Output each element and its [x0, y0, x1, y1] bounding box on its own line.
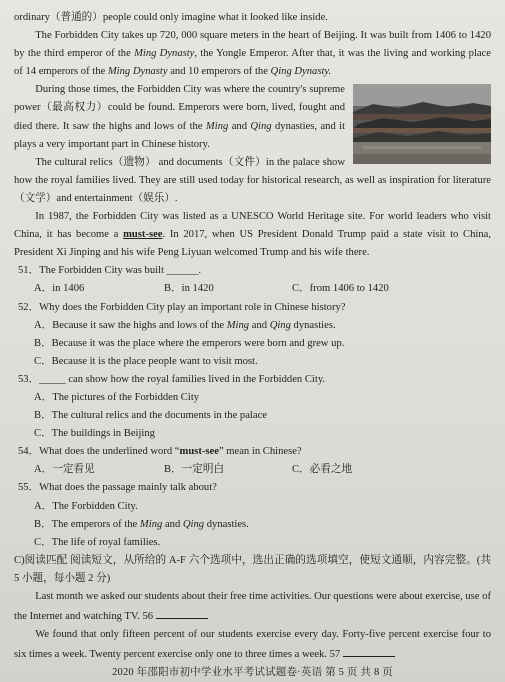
question-stem: 55．What does the passage mainly talk about?	[18, 482, 217, 494]
option-a[interactable]	[14, 317, 491, 335]
text: We found that only fifteen percent of our students exercise every day. Forty-five percent exercise four to six times a week. Twenty percent exercise only one to three times a week. 57	[14, 629, 491, 661]
italic-text: Qing	[269, 319, 291, 331]
text: The cultural relics（遗物） and documents（文件）in the palace show how the royal families lived. They are still used today for historical research, as well as inspiration for literature（文学）and entertainment（娱乐）.	[14, 156, 491, 204]
option-c[interactable]: C．The life of royal families.	[34, 536, 161, 548]
forbidden-city-image	[353, 84, 491, 164]
text: , the Yongle Emperor. After that, it was the living and working place of 14 emperors of the	[14, 48, 492, 78]
text: 54．What does the underlined word “	[18, 446, 180, 458]
option-b[interactable]	[14, 516, 491, 534]
options-row	[14, 461, 491, 479]
italic-text: Ming	[139, 518, 163, 530]
italic-text: Qing	[250, 120, 272, 132]
question-51	[14, 262, 491, 298]
option-c[interactable]: C．Because it is the place people want to visit most.	[34, 355, 258, 367]
italic-text: Qing	[182, 518, 205, 530]
option-c[interactable]: C．必看之地	[292, 464, 353, 476]
blank-56[interactable]	[156, 606, 208, 619]
passage-paragraph-4	[14, 208, 491, 262]
text: The Forbidden City takes up 720, 000 square meters in the heart of Beijing. It was built from 1406 to 1420 by the third emperor of the	[14, 30, 491, 60]
blank-57[interactable]	[343, 644, 395, 657]
italic-text: Qing Dynasty.	[270, 66, 332, 78]
option-c[interactable]: C．from 1406 to 1420	[292, 283, 389, 295]
text: Last month we asked our students about their free time activities. Our questions were about exercise, use of the Internet and watching TV. 56	[14, 591, 491, 623]
text: and	[228, 120, 251, 132]
options-row	[14, 280, 491, 298]
bold-word: must-see	[179, 446, 219, 458]
question-52	[14, 299, 491, 371]
option-a[interactable]: A．一定看见	[34, 464, 95, 476]
italic-text: Ming Dynasty	[134, 48, 195, 60]
text: B．The emperors of the	[34, 518, 140, 530]
page-footer: 2020 年邵阳市初中学业水平考试试题卷·英语 第 5 页 共 8 页	[112, 667, 393, 678]
text: and	[249, 319, 270, 331]
section-c-heading: C)阅读匹配 阅读短文，从所给的 A-F 六个选项中，选出正确的选项填空，使短文通顺，内容完整。(共 5 小题，每小题 2 分)	[14, 554, 491, 584]
option-b[interactable]: B．in 1420	[164, 283, 214, 295]
text: . In 2017, when US President Donald Trump paid a state visit to China, President Xi Jinping and his wife Peng Liyuan welcomed Trump and his wife there.	[14, 229, 491, 259]
page-content	[14, 9, 491, 664]
option-a[interactable]: A．The pictures of the Forbidden City	[34, 391, 200, 403]
question-stem: 52．Why does the Forbidden City play an important role in Chinese history?	[18, 301, 346, 313]
passage-paragraph-1	[14, 27, 491, 81]
question-stem: 53．_____ can show how the royal families lived in the Forbidden City.	[18, 373, 326, 385]
question-stem: 51．The Forbidden City was built ______.	[18, 265, 202, 277]
question-stem	[14, 443, 491, 461]
text: and 10 emperors of the	[167, 66, 271, 78]
text: During those times, the Forbidden City was where the country's supreme power（最高权力）could be found. Emperors were born, lived, fought and died there. It saw the highs and lows of the	[14, 84, 345, 132]
forbidden-city-photo	[353, 84, 491, 164]
text: and	[162, 518, 183, 530]
question-55	[14, 479, 491, 551]
italic-text: Ming	[205, 120, 229, 132]
question-53	[14, 371, 491, 443]
text: ” mean in Chinese?	[218, 446, 302, 458]
text: In 1987, the Forbidden City was listed as a UNESCO World Heritage site. For world leaders who visit China, it has become a	[14, 211, 491, 241]
option-b[interactable]: B．Because it was the place where the emperors were born and grew up.	[34, 337, 345, 349]
underlined-word: must-see	[123, 229, 163, 241]
option-b[interactable]: B．The cultural relics and the documents in the palace	[34, 410, 267, 422]
italic-text: Ming	[226, 319, 250, 331]
section-c-paragraph-1	[14, 588, 491, 626]
italic-text: Ming Dynasty	[107, 66, 168, 78]
text: dynasties.	[204, 518, 249, 530]
option-b[interactable]: B．一定明白	[164, 464, 225, 476]
passage-line-0	[14, 9, 491, 27]
option-c[interactable]: C．The buildings in Beijing	[34, 428, 155, 440]
option-a[interactable]: A．in 1406	[34, 283, 85, 295]
text: dynasties.	[290, 319, 336, 331]
text: dynasties, and it plays a very important part in Chinese history.	[14, 120, 346, 150]
text: A．Because it saw the highs and lows of the	[34, 319, 227, 331]
option-a[interactable]: A．The Forbidden City.	[34, 500, 138, 512]
question-54	[14, 443, 491, 479]
section-c-paragraph-2	[14, 626, 491, 664]
passage-text: ordinary（普通的）people could only imagine what it looked like inside.	[14, 12, 328, 23]
